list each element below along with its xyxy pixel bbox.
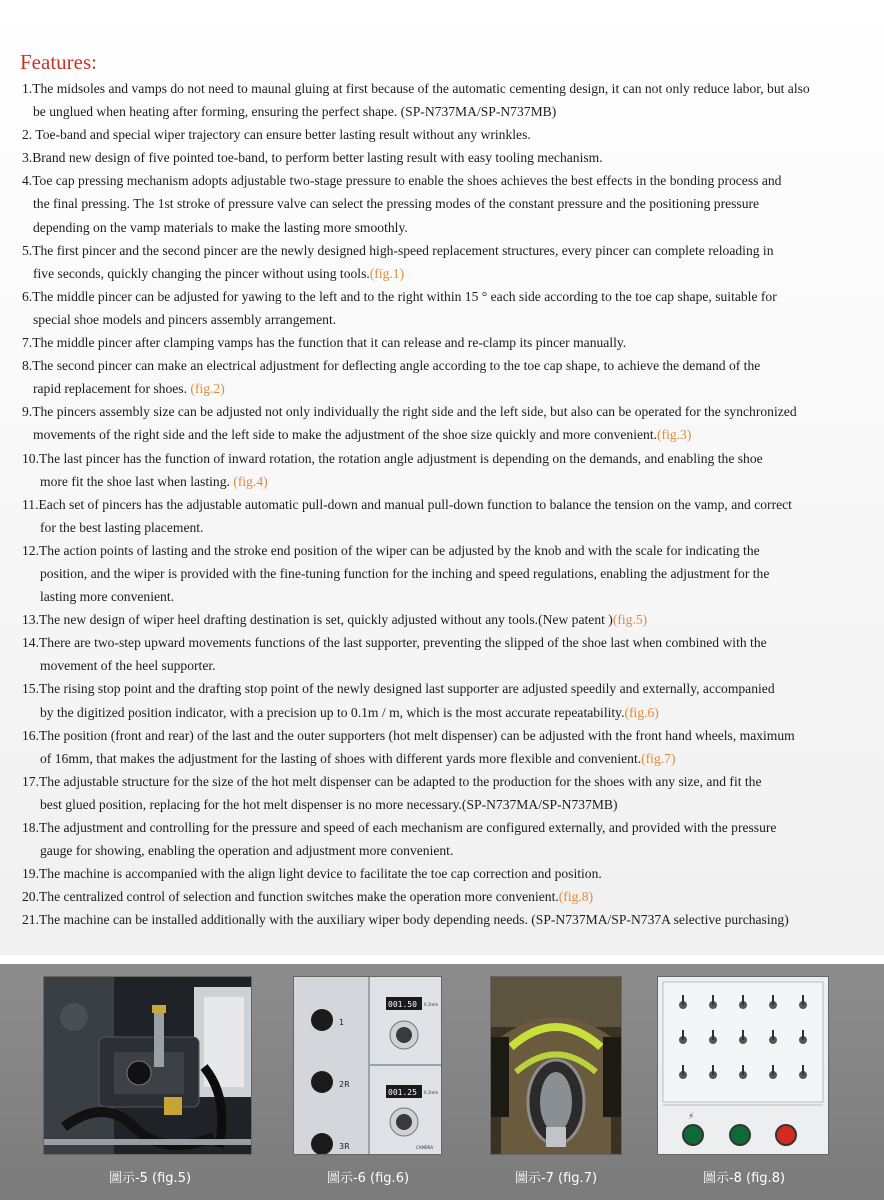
figure-reference: (fig.8) xyxy=(558,889,594,905)
fig6-knob3-label: 3R xyxy=(339,1142,350,1151)
fig5-caption: 圖示-5 (fig.5) xyxy=(108,1171,192,1186)
feature-item xyxy=(22,608,867,631)
fig8-caption: 圖示-8 (fig.8) xyxy=(702,1171,786,1186)
feature-line xyxy=(22,585,867,608)
feature-item xyxy=(22,239,867,285)
feature-line xyxy=(22,562,867,585)
feature-item xyxy=(22,493,867,539)
feature-text: special shoe models and pincers assembly arrangement. xyxy=(33,311,337,327)
feature-item xyxy=(22,724,867,770)
feature-line xyxy=(22,77,867,100)
feature-line xyxy=(22,377,867,400)
feature-line xyxy=(22,354,867,377)
feature-text: five seconds, quickly changing the pincer without using tools. xyxy=(33,265,370,281)
feature-text: 15.The rising stop point and the drafting stop point of the newly designed last supporter are adjusted speedily and externally, accompanied xyxy=(22,681,775,697)
feature-line xyxy=(22,331,867,354)
feature-text: 16.The position (front and rear) of the last and the outer supporters (hot melt dispenser) can be adjusted with the front hand wheels, maximum xyxy=(22,727,795,743)
feature-line xyxy=(22,539,867,562)
feature-line xyxy=(22,285,867,308)
feature-line xyxy=(22,470,867,493)
feature-line xyxy=(22,239,867,262)
feature-text: 10.The last pincer has the function of inward rotation, the rotation angle adjustment is depending on the demands, and enabling the shoe xyxy=(22,450,763,466)
fig6-counter-bottom: 001.25 xyxy=(388,1088,417,1097)
feature-text: 6.The middle pincer can be adjusted for yawing to the left and to the right within 15 ° each side according to the toe cap shape, suitable for xyxy=(22,288,777,304)
feature-text: 4.Toe cap pressing mechanism adopts adjustable two-stage pressure to enable the shoes achieves the best effects in the bonding process and xyxy=(22,173,782,189)
feature-line xyxy=(22,146,867,169)
figure-reference: (fig.1) xyxy=(369,265,405,281)
feature-text: 8.The second pincer can make an electrical adjustment for deflecting angle according to the toe cap shape, to achieve the demand of the xyxy=(22,358,761,374)
feature-text: best glued position, replacing for the hot melt dispenser is no more necessary.(SP-N737MA/SP-N737MB) xyxy=(40,796,618,812)
fig6-knob1-label: 1 xyxy=(339,1018,345,1027)
feature-text: movement of the heel supporter. xyxy=(40,658,216,674)
feature-line xyxy=(22,308,867,331)
fig8-photo xyxy=(657,976,829,1155)
feature-item xyxy=(22,816,867,862)
feature-item xyxy=(22,169,867,238)
feature-text: 5.The first pincer and the second pincer are the newly designed high-speed replacement structures, every pincer can complete reloading in xyxy=(22,242,774,258)
feature-line xyxy=(22,793,867,816)
feature-line xyxy=(22,839,867,862)
feature-text: 20.The centralized control of selection and function switches make the operation more convenient. xyxy=(22,889,559,905)
feature-text: by the digitized position indicator, with a precision up to 0.1m / m, which is the most accurate repeatability. xyxy=(40,704,625,720)
feature-line xyxy=(22,262,867,285)
feature-line xyxy=(22,447,867,470)
feature-line xyxy=(22,123,867,146)
feature-item xyxy=(22,146,867,169)
figure-gallery xyxy=(0,964,884,1200)
feature-text: depending on the vamp materials to make the lasting more smoothly. xyxy=(33,219,408,235)
feature-line xyxy=(22,216,867,239)
feature-text: 18.The adjustment and controlling for the pressure and speed of each mechanism are configured externally, and provided with the pressure xyxy=(22,820,777,835)
figure-reference: (fig.5) xyxy=(612,612,648,628)
feature-text: gauge for showing, enabling the operation and adjustment more convenient. xyxy=(40,843,454,859)
feature-line xyxy=(22,100,867,123)
fig7-caption: 圖示-7 (fig.7) xyxy=(514,1171,598,1186)
feature-item xyxy=(22,770,867,816)
feature-line xyxy=(22,724,867,747)
feature-item xyxy=(22,677,867,723)
fig7-photo xyxy=(490,976,622,1155)
feature-text: 13.The new design of wiper heel drafting destination is set, quickly adjusted without any tools.(New patent ) xyxy=(22,612,613,628)
feature-line xyxy=(22,747,867,770)
feature-text: 9.The pincers assembly size can be adjusted not only individually the right side and the left side, but also can be operated for the synchronized xyxy=(22,404,797,420)
feature-text: of 16mm, that makes the adjustment for the lasting of shoes with different yards more flexible and convenient. xyxy=(40,750,642,766)
fig5-machine-image xyxy=(44,977,251,1154)
feature-line xyxy=(22,677,867,700)
figure-reference: (fig.3) xyxy=(657,427,692,443)
fig6-unit-top: 0.1mm xyxy=(424,1002,439,1007)
feature-item xyxy=(22,331,867,354)
feature-text: 19.The machine is accompanied with the align light device to facilitate the toe cap correction and position. xyxy=(22,866,602,882)
fig6-knob2-label: 2R xyxy=(339,1080,350,1089)
feature-item xyxy=(22,77,867,123)
fig6-photo xyxy=(293,976,442,1155)
feature-item xyxy=(22,539,867,608)
fig8-control-panel-image xyxy=(658,977,828,1154)
feature-line xyxy=(22,631,867,654)
figure-reference: (fig.6) xyxy=(624,704,659,720)
fig6-counter-top: 001.50 xyxy=(388,1000,417,1009)
feature-text: 2. Toe-band and special wiper trajectory can ensure better lasting result without any wrinkles. xyxy=(22,127,531,143)
feature-text: 21.The machine can be installed additionally with the auxiliary wiper body depending needs. (SP-N737MA/SP-N737A selective purchasing) xyxy=(22,912,789,928)
feature-line xyxy=(22,862,867,885)
feature-line xyxy=(22,908,867,931)
fig6-counter-panel-image xyxy=(294,977,441,1154)
feature-item xyxy=(22,631,867,677)
feature-text: 17.The adjustable structure for the size of the hot melt dispenser can be adapted to the production for the shoes with any size, and fit the xyxy=(22,773,762,789)
feature-text: 7.The middle pincer after clamping vamps has the function that it can release and re-clamp its pincer manually. xyxy=(22,335,627,351)
feature-line xyxy=(22,493,867,516)
fig6-unit-bottom: 0.1mm xyxy=(424,1090,439,1095)
feature-text: lasting more convenient. xyxy=(40,589,175,605)
feature-item xyxy=(22,447,867,493)
feature-text: 3.Brand new design of five pointed toe-band, to perform better lasting result with easy tooling mechanism. xyxy=(22,150,603,166)
svg-text:⚡: ⚡ xyxy=(688,1112,695,1122)
feature-item xyxy=(22,862,867,885)
feature-text: 14.There are two-step upward movements functions of the last supporter, preventing the slipped of the shoe last when combined with the xyxy=(22,635,767,651)
feature-line xyxy=(22,516,867,539)
feature-line xyxy=(22,423,867,446)
feature-line xyxy=(22,816,867,839)
feature-item xyxy=(22,885,867,908)
figure-reference: (fig.2) xyxy=(190,381,225,397)
fig7-last-support-image xyxy=(491,977,621,1154)
figure-reference: (fig.7) xyxy=(641,750,676,766)
feature-item xyxy=(22,400,867,446)
feature-line xyxy=(22,608,867,631)
feature-text: movements of the right side and the left side to make the adjustment of the shoe size quickly and more convenient. xyxy=(33,427,658,443)
feature-text: 11.Each set of pincers has the adjustable automatic pull-down and manual pull-down function to balance the tension on the vamp, and correct xyxy=(22,496,792,512)
feature-text: position, and the wiper is provided with the fine-tuning function for the inching and speed regulations, enabling the adjustment for the xyxy=(40,565,770,581)
feature-text: rapid replacement for shoes. xyxy=(33,381,191,397)
feature-line xyxy=(22,885,867,908)
feature-line xyxy=(22,654,867,677)
feature-item xyxy=(22,908,867,931)
feature-text: for the best lasting placement. xyxy=(40,519,204,535)
fig6-caption: 圖示-6 (fig.6) xyxy=(326,1171,410,1186)
feature-item xyxy=(22,354,867,400)
feature-item xyxy=(22,285,867,331)
feature-line xyxy=(22,192,867,215)
feature-text: 12.The action points of lasting and the stroke end position of the wiper can be adjusted by the knob and with the scale for indicating the xyxy=(22,542,760,558)
feature-text: more fit the shoe last when lasting. xyxy=(40,473,234,489)
fig6-brand: CAMBRA xyxy=(416,1145,434,1150)
fig5-photo xyxy=(43,976,252,1155)
feature-line xyxy=(22,701,867,724)
feature-text: the final pressing. The 1st stroke of pressure valve can select the pressing modes of the constant pressure and the positioning pressure xyxy=(33,196,760,212)
figure-reference: (fig.4) xyxy=(233,473,268,489)
feature-item xyxy=(22,123,867,146)
feature-line xyxy=(22,770,867,793)
feature-line xyxy=(22,400,867,423)
feature-text: be unglued when heating after forming, ensuring the perfect shape. (SP-N737MA/SP-N737MB) xyxy=(33,104,557,120)
feature-text: 1.The midsoles and vamps do not need to maunal gluing at first because of the automatic cementing design, it can not only reduce labor, but also xyxy=(22,81,810,96)
features-list xyxy=(22,77,867,931)
feature-line xyxy=(22,169,867,192)
features-title: Features: xyxy=(20,50,97,74)
